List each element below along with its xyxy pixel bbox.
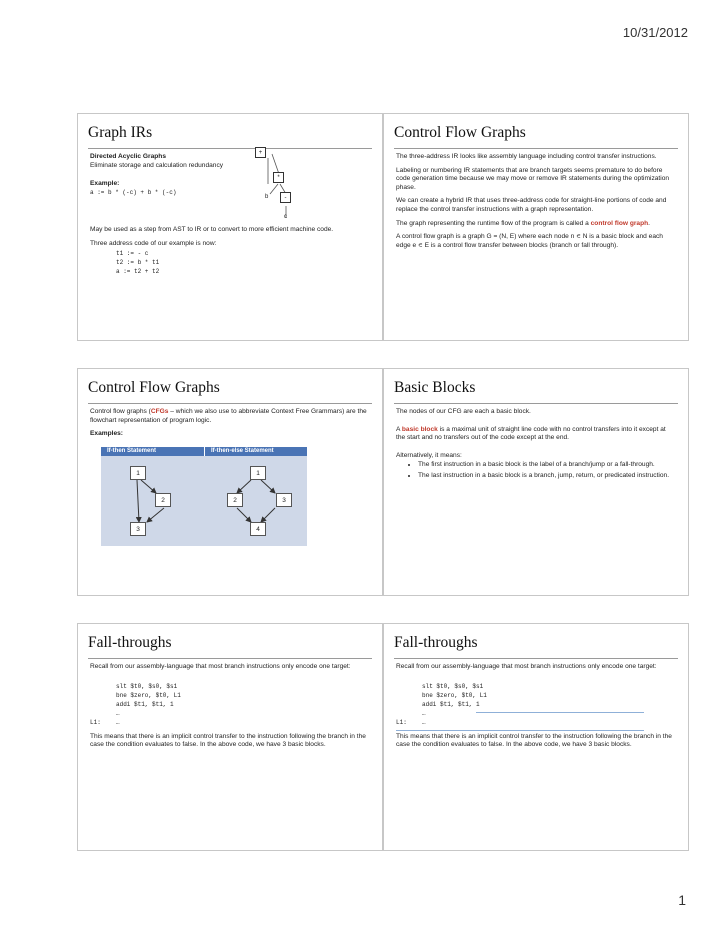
title-divider	[88, 403, 372, 404]
code-line	[90, 691, 370, 700]
dag-node-times: *	[273, 172, 284, 183]
paragraph: Three address code of our example is now:	[90, 239, 217, 247]
slide-cfg-examples	[77, 368, 383, 596]
dag-node-plus: +	[255, 147, 266, 158]
code-text: addi $t1, $t1, 1	[422, 700, 480, 708]
highlight-term: CFGs	[150, 408, 169, 415]
cfg-node: 2	[227, 493, 243, 507]
text-run: A	[396, 425, 402, 433]
bullet-list	[396, 461, 676, 480]
slide-fall-throughs-1	[77, 623, 383, 851]
code-text: addi $t1, $t1, 1	[116, 700, 174, 708]
slide-body	[90, 408, 370, 439]
code-line	[90, 718, 370, 727]
title-divider	[88, 658, 372, 659]
slide-title: Fall-throughs	[88, 634, 172, 651]
code-line	[396, 700, 676, 709]
cfg-node: 3	[276, 493, 292, 507]
cfg-node: 3	[130, 522, 146, 536]
dag-node-b: b	[265, 194, 269, 200]
paragraph: A control flow graph is a graph G = (N, E) where each node n ∊ N is a basic block and each edge e ∊ E is a control flow transfer between blocks (branch or fall through).	[396, 233, 663, 249]
col-header-if-then-else: If-then-else Statement	[204, 447, 307, 456]
code-label	[396, 691, 422, 700]
examples-label: Examples:	[90, 430, 123, 438]
slide-control-flow-graphs	[383, 113, 689, 341]
code-text: bne $zero, $t0, L1	[116, 691, 181, 699]
example-label: Example:	[90, 180, 120, 188]
cfg-node: 1	[130, 466, 146, 480]
paragraph: We can create a hybrid IR that uses three-address code for straight-line portions of code and replace the control transfer instructions with a graph representation.	[396, 197, 667, 213]
code-text: slt $t0, $s0, $s1	[422, 682, 484, 690]
slide-title: Basic Blocks	[394, 379, 476, 396]
code-text: …	[422, 709, 426, 717]
code-block	[90, 249, 370, 276]
cfg-node: 1	[250, 466, 266, 480]
bullet-item: • The first instruction in a basic block is the label of a branch/jump or a fall-through.	[418, 461, 676, 470]
paragraph: Labeling or numbering IR statements that are branch targets seems premature to do before code generation time because we may move or remove IR statements during the optimization phase.	[396, 166, 670, 191]
paragraph	[90, 408, 370, 425]
slide-body	[90, 663, 370, 755]
title-divider	[88, 148, 372, 149]
code-line	[396, 682, 676, 691]
code-line: t1 := - c	[116, 250, 149, 258]
slide-title: Control Flow Graphs	[394, 124, 526, 141]
code-line: t2 := b * t1	[116, 259, 160, 267]
slide-graph-irs	[77, 113, 383, 341]
paragraph: The nodes of our CFG are each a basic block.	[396, 408, 531, 415]
code-block	[90, 682, 370, 727]
slide-title: Fall-throughs	[394, 634, 478, 651]
paragraph: This means that there is an implicit control transfer to the instruction following the branch in the case the condition evaluates to false. In the above code, we have 3 basic blocks.	[90, 732, 366, 749]
code-label: L1:	[396, 718, 407, 726]
code-line	[90, 700, 370, 709]
paragraph: Recall from our assembly-language that most branch instructions only encode one target:	[90, 663, 351, 670]
text-run: is a maximal unit of straight line code with no control transfers into it except at the start and no transfers out of the code except at the end.	[396, 425, 666, 442]
highlight-term: control flow graph	[590, 219, 649, 227]
code-block	[396, 682, 676, 727]
dag-edges	[238, 144, 318, 224]
paragraph: The three-address IR looks like assembly language including control transfer instructions.	[396, 153, 657, 160]
cfg-node: 4	[250, 522, 266, 536]
cfg-node: 2	[155, 493, 171, 507]
text-run: – which we also use to abbreviate Context Free Grammars) are the flowchart representation of program logic.	[90, 408, 367, 424]
code-line	[396, 691, 676, 700]
text-run: The graph representing the runtime flow of the program is called a	[396, 219, 591, 227]
highlight-term: basic block	[401, 425, 438, 433]
code-label: L1:	[90, 718, 101, 726]
slide-body-lower	[90, 226, 370, 276]
paragraph: This means that there is an implicit control transfer to the instruction following the branch in the case the condition evaluates to false. In the above code, we have 3 basic blocks.	[396, 732, 672, 749]
code-text: …	[116, 709, 120, 717]
title-divider	[394, 658, 678, 659]
page-date: 10/31/2012	[622, 25, 688, 40]
slide-body	[396, 408, 676, 483]
col-header-if-then: If-then Statement	[101, 447, 204, 456]
slide-body	[396, 663, 676, 755]
code-line	[90, 682, 370, 691]
slide-title: Control Flow Graphs	[88, 379, 220, 396]
code-label	[396, 709, 422, 718]
code-text: …	[422, 718, 426, 726]
slide-basic-blocks	[383, 368, 689, 596]
code-text: bne $zero, $t0, L1	[422, 691, 487, 699]
dag-node-minus: -	[280, 192, 291, 203]
page-number: 1	[678, 892, 686, 908]
code-text: slt $t0, $s0, $s1	[116, 682, 178, 690]
text-run: .	[648, 219, 650, 227]
section-heading: Directed Acyclic Graphs	[90, 153, 166, 160]
paragraph: Alternatively, it means:	[396, 451, 462, 459]
code-label	[90, 691, 116, 700]
dag-node-c: c	[284, 214, 287, 220]
slide-body	[396, 153, 676, 255]
text-run: Control flow graphs (	[90, 408, 151, 415]
example-code: a := b * (-c) + b * (-c)	[90, 188, 177, 196]
paragraph	[396, 426, 676, 443]
slide-fall-throughs-2	[383, 623, 689, 851]
code-label	[90, 709, 116, 718]
code-line	[90, 709, 370, 718]
slide-title: Graph IRs	[88, 124, 153, 141]
code-line	[396, 709, 676, 718]
code-label	[90, 700, 116, 709]
bullet-item: • The last instruction in a basic block is a branch, jump, return, or predicated instruction.	[418, 472, 676, 481]
code-line	[396, 718, 676, 727]
code-label	[90, 682, 116, 691]
code-line: a := t2 + t2	[116, 268, 160, 276]
paragraph: May be used as a step from AST to IR or to convert to more efficient machine code.	[90, 226, 334, 233]
code-label	[396, 682, 422, 691]
subtitle: Eliminate storage and calculation redundancy	[90, 161, 224, 169]
paragraph: Recall from our assembly-language that most branch instructions only encode one target:	[396, 663, 657, 670]
title-divider	[394, 148, 678, 149]
code-text: …	[116, 718, 120, 726]
code-label	[396, 700, 422, 709]
paragraph	[396, 220, 676, 229]
title-divider	[394, 403, 678, 404]
